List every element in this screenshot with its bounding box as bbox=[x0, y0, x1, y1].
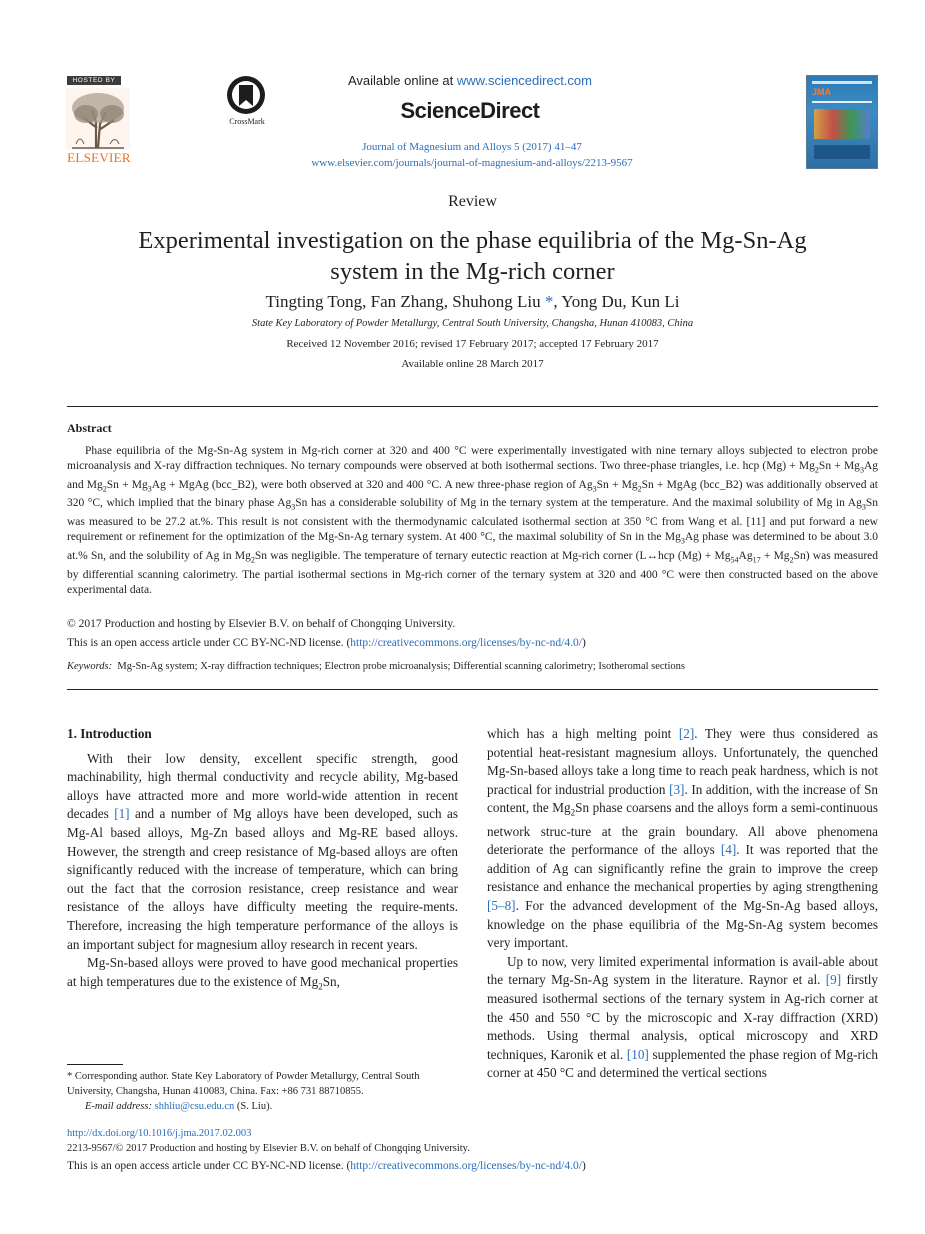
email-link[interactable]: shhliu@csu.edu.cn bbox=[154, 1101, 235, 1112]
license-link[interactable]: http://creativecommons.org/licenses/by-nc-nd/4.0/ bbox=[350, 637, 582, 649]
cover-footer bbox=[814, 145, 870, 159]
article-dates: Received 12 November 2016; revised 17 February 2017; accepted 17 February 2017 bbox=[286, 338, 659, 350]
authors-first: Tingting Tong, Fan Zhang, Shuhong Liu bbox=[265, 292, 545, 311]
section-heading: 1. Introduction bbox=[67, 726, 152, 741]
paragraph: which has a high melting point [2]. They were thus considered as potential heat-resistant magnesium alloys. Unfortunately, the quenched Mg-Sn-based alloys take a long time to reach peak hardness, which is not practical for industrial production [3]. In addition, with the increase of Sn content, the $Mg_2Sn$ phase coarsens and the alloys form a semi-continuous network struc-ture at the grain boundary. All above phenomena deteriorate the performance of the alloys [4]. It was reported that the addition of Ag can significantly refine the grain to improve the creep resistance and enhance the mechanical properties by aging strengthening [5–8]. For the advanced development of the Mg-Sn-Ag based alloys, knowledge on the phase equilibria of the Mg-Sn-Ag system becomes very important. bbox=[487, 726, 879, 951]
cover-stripe bbox=[812, 81, 872, 84]
citation-2[interactable]: [2] bbox=[678, 726, 695, 741]
doi-link[interactable]: http://dx.doi.org/10.1016/j.jma.2017.02.003 bbox=[67, 1128, 252, 1139]
crossmark-icon[interactable] bbox=[226, 75, 266, 115]
citation-9[interactable]: [9] bbox=[825, 972, 842, 988]
footer-license bbox=[67, 1160, 586, 1172]
authors-last: , Yong Du, Kun Li bbox=[553, 292, 680, 311]
available-online-line bbox=[290, 73, 650, 88]
corresponding-author-marker[interactable]: * bbox=[544, 292, 554, 311]
email-label: E-mail address: bbox=[85, 1101, 152, 1112]
footer-license-link[interactable]: http://creativecommons.org/licenses/by-nc-nd/4.0/ bbox=[350, 1160, 582, 1172]
paragraph: With their low density, excellent specific strength, good machinability, high thermal conductivity and recycle ability, Mg-based alloys have attracted more and more world-wide attention in recent decades [1] and a number of Mg alloys have been developed, such as Mg-Al based alloys, Mg-Zn based alloys and Mg-RE based alloys. However, the strength and creep resistance of Mg-based alloys are often significantly reduced with the increase of temperature, which can bring out the fact that the corrosion resistance, creep resistance and wear resistance of the alloys have difficulty meeting the require-ments. Therefore, increasing the high temperature performance of the alloys is an important subject for magnesium alloy research in recent years. bbox=[67, 750, 458, 952]
abstract-license bbox=[67, 637, 878, 649]
affiliation: State Key Laboratory of Powder Metallurgy, Central South University, Changsha, Hunan 410083, China bbox=[251, 318, 694, 329]
footer-license-text: This is an open access article under CC BY-NC-ND license. ( bbox=[67, 1160, 351, 1172]
abstract-body: Phase equilibria of the Mg-Sn-Ag system in Mg-rich corner at 320 and 400 °C were experimentally investigated with nine ternary alloys subjected to electron probe microanalysis and X-ray diffraction techniques. No ternary compounds were observed at both isothermal sections. Two three-phase triangles, i.e. hcp $(Mg) + Mg_2Sn + Mg_3Ag$ and $Mg_2Sn + Mg_3Ag$ + MgAg (bcc_B2), were both observed at 320 and 400 °C. A new three-phase region of $Ag_3Sn + Mg_2Sn$ + MgAg (bcc_B2) was additionally observed at 320 °C, which implied that the binary phase $Ag_3Sn$ has a considerable solubility of Mg in the ternary system at the temperature. And the maximal solubility of Mg in $Ag_3Sn$ was measured to be 27.2 at.%. This result is not consistent with the thermodynamic calculated isothermal section at 350 °C from Wang et al. [11] and put forward a new requirement or refinement for the optimization of the Mg-Sn-Ag ternary system. At 400 °C, the maximal solubility of Sn in the $Mg_3Ag$ phase was determined to be about 3.0 at.% Sn, and the solubility of Ag in $Mg_2Sn$ was negligible. The temperature of ternary eutectic reaction at Mg-rich corner (L↔hcp $(Mg) + Mg_{54}Ag_{17} + Mg_2Sn$) was measured by differential scanning calorimetry. The partial isothermal sections in Mg-rich corner of the ternary system at 320 and 400 °C were then constructed based on the above experimental data. bbox=[67, 445, 879, 596]
keywords-label: Keywords: bbox=[67, 661, 113, 672]
keywords-list: Mg-Sn-Ag system; X-ray diffraction techniques; Electron probe microanalysis; Differential scanning calorimetry; Isotheromal sections bbox=[117, 661, 685, 672]
abstract-bottom-rule bbox=[67, 689, 878, 690]
footnote bbox=[67, 1069, 459, 1114]
abstract-copyright: © 2017 Production and hosting by Elsevier B.V. on behalf of Chongqing University. bbox=[67, 618, 456, 630]
available-online-date: Available online 28 March 2017 bbox=[401, 358, 544, 370]
cover-image bbox=[814, 109, 870, 139]
cover-title: JMA bbox=[812, 87, 832, 97]
keywords bbox=[67, 661, 878, 672]
citation-1[interactable]: [1] bbox=[114, 806, 130, 822]
journal-citation[interactable]: Journal of Magnesium and Alloys 5 (2017) 41–47 bbox=[362, 141, 582, 153]
paragraph: Mg-Sn-based alloys were proved to have good mechanical properties at high temperatures due to the existence of $Mg_2Sn$, bbox=[67, 955, 458, 992]
abstract-heading: Abstract bbox=[67, 421, 112, 435]
journal-url-link[interactable]: www.elsevier.com/journals/journal-of-magnesium-and-alloys/2213-9567 bbox=[311, 157, 633, 169]
footnote-rule bbox=[67, 1064, 123, 1065]
paragraph: Up to now, very limited experimental information is avail-able about the ternary Mg-Sn-Ag system in the literature. Raynor et al. [9] firstly measured isothermal sections of the ternary system in Ag-rich corner at the 450 and 550 °C by the microscopic and X-ray diffraction (XRD) methods. Using thermal analysis, optical microscopy and XRD techniques, Karonik et al. [10] supplemented the phase region of Mg-rich corner at 450 °C and determined the vertical sections bbox=[487, 953, 878, 1081]
license-close: ) bbox=[581, 637, 586, 649]
citation-3[interactable]: [3] bbox=[669, 781, 685, 797]
body-column-left bbox=[67, 725, 458, 996]
email-line bbox=[67, 1099, 459, 1114]
article-type: Review bbox=[448, 193, 497, 210]
body-column-right bbox=[487, 725, 878, 1083]
sciencedirect-logo: ScienceDirect bbox=[400, 98, 540, 123]
sciencedirect-link[interactable]: www.sciencedirect.com bbox=[456, 73, 592, 88]
citation-4[interactable]: [4] bbox=[720, 842, 737, 858]
elsevier-wordmark: ELSEVIER bbox=[67, 150, 131, 165]
title-line-1: Experimental investigation on the phase equilibria of the Mg-Sn-Ag bbox=[138, 227, 807, 254]
hosted-by-label: HOSTED BY bbox=[67, 76, 121, 85]
issn-line: 2213-9567/© 2017 Production and hosting by Elsevier B.V. on behalf of Chongqing University. bbox=[67, 1143, 470, 1154]
abstract-top-rule bbox=[67, 406, 878, 407]
elsevier-tree-logo bbox=[66, 88, 130, 150]
corresponding-author-note: * Corresponding author. State Key Laboratory of Powder Metallurgy, Central South University, Changsha, Hunan 410083, China. Fax: +86 731 88710855. bbox=[67, 1071, 420, 1097]
citation-10[interactable]: [10] bbox=[626, 1046, 649, 1062]
title-line-2: system in the Mg-rich corner bbox=[330, 258, 615, 285]
crossmark-label: CrossMark bbox=[229, 117, 265, 126]
article-title bbox=[60, 225, 885, 287]
license-text: This is an open access article under CC BY-NC-ND license. ( bbox=[67, 637, 351, 649]
authors bbox=[0, 292, 925, 312]
citation-5-8[interactable]: [5–8] bbox=[487, 897, 516, 913]
journal-cover[interactable] bbox=[806, 75, 878, 169]
available-online-text: Available online at bbox=[347, 73, 457, 88]
email-suffix: (S. Liu). bbox=[234, 1101, 273, 1112]
footer-license-close: ) bbox=[581, 1160, 586, 1172]
cover-line bbox=[812, 101, 872, 103]
